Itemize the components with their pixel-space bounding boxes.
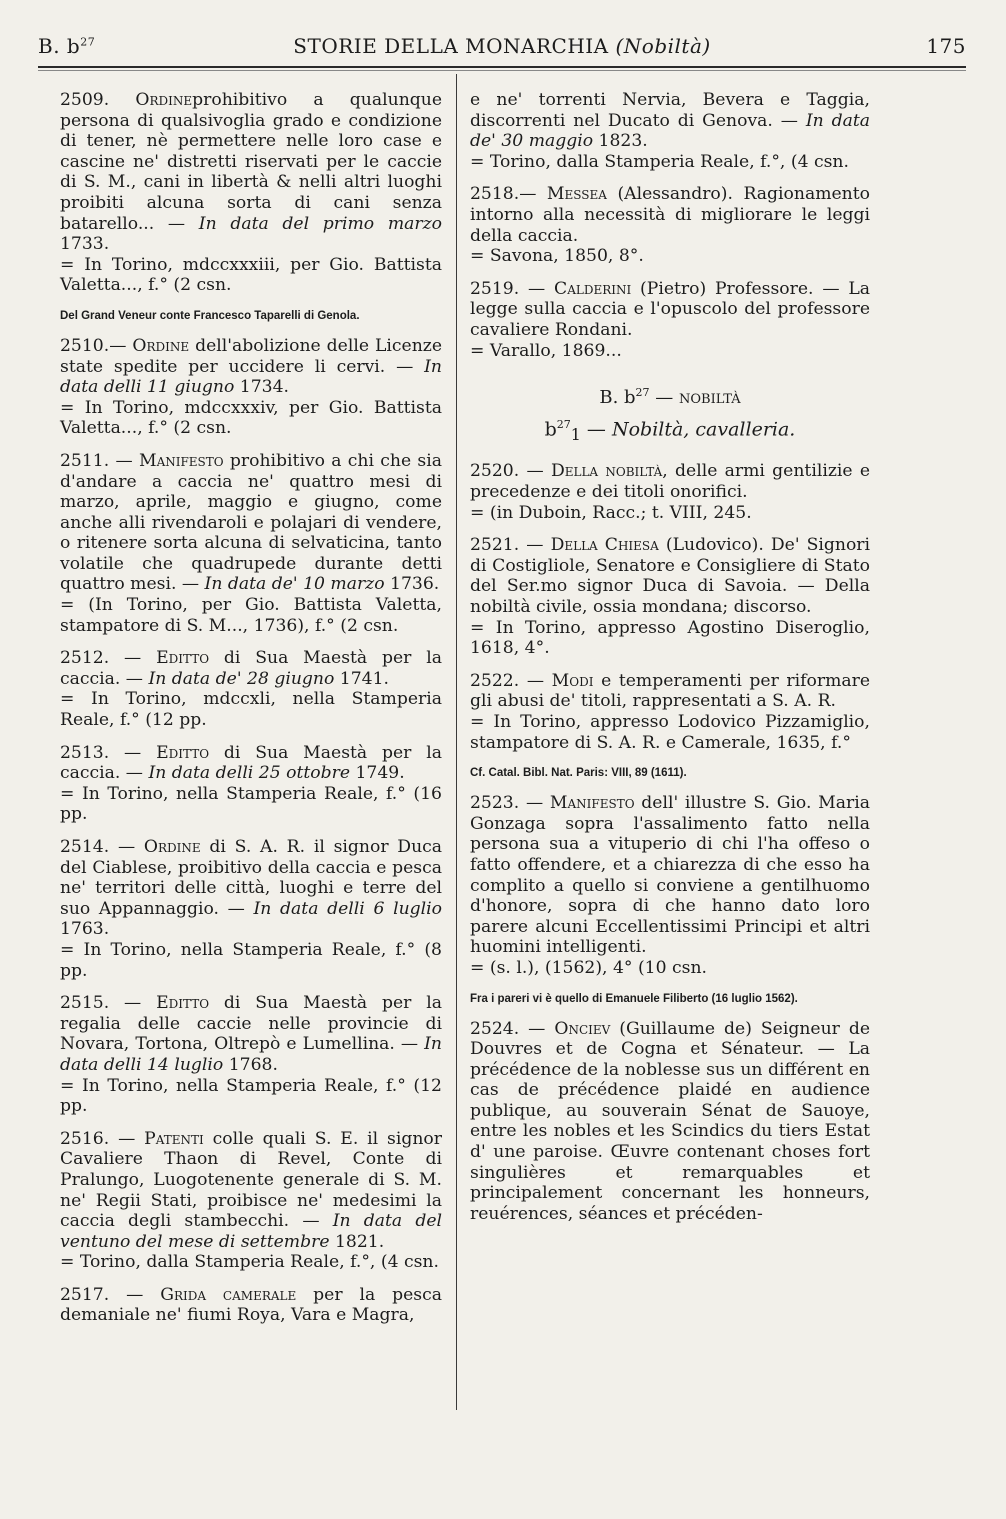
entry-number: 2523. — xyxy=(470,793,544,814)
bibliography-entry xyxy=(60,90,442,296)
publication-line: = In Torino, mdccxli, nella Stamperia Reale, f.° (12 pp. xyxy=(60,689,442,731)
entry-body: prohibitivo a chi che sia d'andare a caccia ne' quattro mesi di marzo, aprile, maggio e giugno, come anche alli rivendaroli e polajari di vendere, o ritenere sorta alcuna di selvaticina, tanto volatile che quadrupede durante detti quattro mesi. — xyxy=(60,450,442,595)
entry-number: 2510.— xyxy=(60,335,127,356)
entry-lead: Ordine xyxy=(135,90,193,110)
entry-body: di Sua Maestà per la caccia. — xyxy=(60,742,442,784)
entry-body: (Guillaume de) Seigneur de Douvres et de Cogna et Sénateur. — La précédence de la noblesse sus un différent en cas de précédence plaidé en audience publique, au souverain Sénat de Sauoye, entre les nobles et les Scindics du tiers Estat d' une paroise. Œuvre contenant choses fort singulières et remarquables et principalement concernant les honneurs, reuérences, séances et précéden- xyxy=(470,1018,871,1224)
bibliography-entry xyxy=(470,1019,870,1225)
column-divider xyxy=(456,74,457,1410)
entry-note: Fra i pareri vi è quello di Emanuele Filiberto (16 luglio 1562). xyxy=(470,992,798,1005)
entry-body: prohibitivo a qualunque persona di qualsivoglia grado e condizione di tener, nè permettere nelle loro case e cascine ne' distretti riservati per le caccie di S. M., cani in libertà & nelli altri luoghi proibiti alcuna sorta di cani senza batarello... — xyxy=(60,90,443,234)
entry-date-year: 1733. xyxy=(60,234,110,255)
entry-date: In data de' 10 marzo xyxy=(204,574,385,595)
publication-line: = In Torino, mdccxxxiii, per Gio. Battista Valetta..., f.° (2 csn. xyxy=(60,254,442,296)
bibliography-entry xyxy=(470,793,870,978)
entry-date-year: 1763. xyxy=(60,919,110,940)
entry-lead: Ordine xyxy=(132,335,190,356)
entry-lead: Manifesto xyxy=(549,793,635,814)
entry-date: In data delli 14 luglio xyxy=(60,1034,442,1075)
bibliography-entry xyxy=(60,993,442,1117)
publication-line: = In Torino, nella Stamperia Reale, f.° (16 pp. xyxy=(60,783,442,825)
bibliography-entry xyxy=(60,743,442,825)
entry-body: (Ludovico). De' Signori di Costigliole, Senatore e Consigliere di Stato del Ser.mo signor Duca di Savoia. — Della nobiltà civile, ossia mondana; discorso. xyxy=(470,535,871,617)
bibliography-entry xyxy=(470,535,870,659)
publication-line: = In Torino, appresso Lodovico Pizzamiglio, stampatore di S. A. R. e Camerale, 1635, f.° xyxy=(470,711,870,753)
entry-body: (Alessandro). Ragionamento intorno alla necessità di migliorare le leggi della caccia. xyxy=(470,184,870,246)
publication-line: = (s. l.), (1562), 4° (10 csn. xyxy=(470,957,707,978)
running-header xyxy=(38,34,966,66)
entry-date-year: 1741. xyxy=(334,668,389,689)
entry-lead: Calderini xyxy=(554,278,632,299)
entry-number: 2520. — xyxy=(470,461,544,482)
entry-lead: Messea xyxy=(546,184,607,205)
entry-date: In data del ventuno del mese di settembre xyxy=(60,1211,442,1252)
bibliography-entry xyxy=(60,451,442,636)
publication-line: = In Torino, nella Stamperia Reale, f.° (8 pp. xyxy=(60,939,442,981)
entry-note: Del Grand Veneur conte Francesco Taparelli di Genola. xyxy=(60,309,360,322)
header-title: STORIE DELLA MONARCHIA (Nobiltà) xyxy=(293,34,711,58)
entry-number: 2516. — xyxy=(60,1128,136,1149)
entry-date-year: 1734. xyxy=(234,377,289,398)
entry-lead: Patenti xyxy=(144,1128,204,1149)
entry-lead: Onciev xyxy=(554,1018,611,1039)
header-section-code: B. $b^{27}$ xyxy=(38,34,96,58)
bibliography-entry xyxy=(60,1129,442,1273)
entry-number: 2514. — xyxy=(60,837,136,857)
bibliography-entry xyxy=(60,837,442,981)
entry-number: 2512. — xyxy=(60,648,142,669)
entry-date: In data delli 25 ottobre xyxy=(148,763,351,784)
entry-number: 2513. — xyxy=(60,742,142,763)
publication-line: = In Torino, appresso Agostino Diseroglio, 1618, 4°. xyxy=(470,617,870,659)
bibliography-entry xyxy=(470,184,870,266)
entry-lead: Modi xyxy=(551,670,594,691)
entry-lead: Editto xyxy=(156,993,210,1014)
entry-lead: Ordine xyxy=(143,837,201,857)
entry-lead: Manifesto xyxy=(138,450,224,471)
entry-note: Cf. Catal. Bibl. Nat. Paris: VIII, 89 (1611). xyxy=(470,767,687,780)
entry-body: per la pesca demaniale ne' fiumi Roya, Vara e Magra, xyxy=(60,1284,442,1326)
left-column xyxy=(60,90,442,1338)
entry-body: dell'abolizione delle Licenze state spedite per uccidere li cervi. — xyxy=(60,335,442,377)
bibliography-entry xyxy=(60,336,442,439)
header-rule-thin xyxy=(38,70,966,71)
entry-number: 2518.— xyxy=(470,184,537,205)
entry-body: di Sua Maestà per la regalia delle caccie nelle provincie di Novara, Tortona, Oltrepò e Lumellina. — xyxy=(60,993,442,1055)
entry-date: In data de' 28 giugno xyxy=(148,668,335,689)
entry-body: di Sua Maestà per la caccia. — xyxy=(60,648,442,689)
entry-body: (Pietro) Professore. — La legge sulla caccia e l'opuscolo del professore cavaliere Rondani. xyxy=(470,278,870,340)
entry-date: In data del primo marzo xyxy=(198,213,443,234)
subsection-heading: $b^{27}_1$ — Nobiltà, cavalleria. xyxy=(544,417,796,444)
bibliography-entry xyxy=(470,461,870,523)
entry-date-year: 1768. xyxy=(223,1054,278,1075)
entry-body: , delle armi gentilizie e precedenze e dei titoli onorifici. xyxy=(470,461,870,503)
entry-number: 2524. — xyxy=(470,1018,546,1039)
bibliography-entry xyxy=(470,671,870,753)
entry-number: 2522. — xyxy=(470,670,545,691)
entry-number: 2521. — xyxy=(470,535,544,556)
publication-line: = Savona, 1850, 8°. xyxy=(470,246,644,267)
entry-number: 2511. — xyxy=(60,450,133,471)
entry-number: 2509. xyxy=(60,90,110,110)
publication-line: = In Torino, nella Stamperia Reale, f.° (12 pp. xyxy=(60,1075,442,1117)
entry-body: dell' illustre S. Gio. Maria Gonzaga sopra l'assalimento fatto nella persona sua a vituperio di chi l'ha offeso o fatto offendere, et a chiarezza di che esso ha complito a quello si conviene a gentilhuomo d'honore, sopra di che hanno dato loro parere alcuni Eccellentissimi Principi et altri huomini intelligenti. xyxy=(470,793,870,958)
header-rule xyxy=(38,66,966,68)
right-column xyxy=(470,90,870,1236)
entry-date-year: 1821. xyxy=(329,1231,385,1252)
entry-body: di S. A. R. il signor Duca del Ciablese, proibitivo della caccia e pesca ne' territori delle città, luoghi e terre del suo Appannaggio. — xyxy=(60,837,443,919)
bibliography-entry xyxy=(60,1285,442,1326)
entry-lead: Della Chiesa xyxy=(550,535,659,556)
publication-line: = (In Torino, per Gio. Battista Valetta, stampatore di S. M..., 1736), f.° (2 csn. xyxy=(60,595,442,636)
section-heading: B. $b^{27}$ — nobiltà xyxy=(599,386,741,409)
publication-line: = Torino, dalla Stamperia Reale, f.°, (4 csn. xyxy=(470,151,849,172)
entry-number: 2519. — xyxy=(470,278,546,299)
publication-line: = In Torino, mdccxxxiv, per Gio. Battista Valetta..., f.° (2 csn. xyxy=(60,397,442,439)
publication-line: = Torino, dalla Stamperia Reale, f.°, (4 csn. xyxy=(60,1252,439,1273)
entry-date-year: 1736. xyxy=(384,574,440,595)
entry-lead: Editto xyxy=(156,648,210,669)
entry-body: colle quali S. E. il signor Cavaliere Thaon di Revel, Conte di Pralungo, Luogotenente generale di S. M. ne' Regii Stati, proibisce ne' medesimi la caccia degli stambecchi. — xyxy=(60,1128,442,1232)
publication-line: = Varallo, 1869... xyxy=(470,340,622,361)
continued-entry: e ne' torrenti Nervia, Bevera e Taggia, discorrenti nel Ducato di Genova. — In data de' 30 maggio 1823. = Torino, dalla Stamperia Reale, f.°, (4 csn. xyxy=(470,90,870,172)
bibliography-entry xyxy=(60,648,442,730)
publication-line: = (in Duboin, Racc.; t. VIII, 245. xyxy=(470,502,752,523)
entry-lead: Grida camerale xyxy=(160,1284,297,1305)
entry-number: 2517. — xyxy=(60,1284,144,1305)
entry-date-year: 1749. xyxy=(350,763,405,784)
entry-number: 2515. — xyxy=(60,993,142,1014)
entry-date: In data delli 6 luglio xyxy=(253,898,442,919)
page-number: 175 xyxy=(926,34,966,58)
entry-lead: Editto xyxy=(156,742,210,763)
entry-body: e temperamenti per riformare gli abusi de' titoli, rappresentati a S. A. R. xyxy=(470,670,870,712)
entry-lead: Della nobiltà xyxy=(550,461,663,482)
entry-date: In data delli 11 giugno xyxy=(60,356,442,398)
bibliography-entry xyxy=(470,279,870,361)
